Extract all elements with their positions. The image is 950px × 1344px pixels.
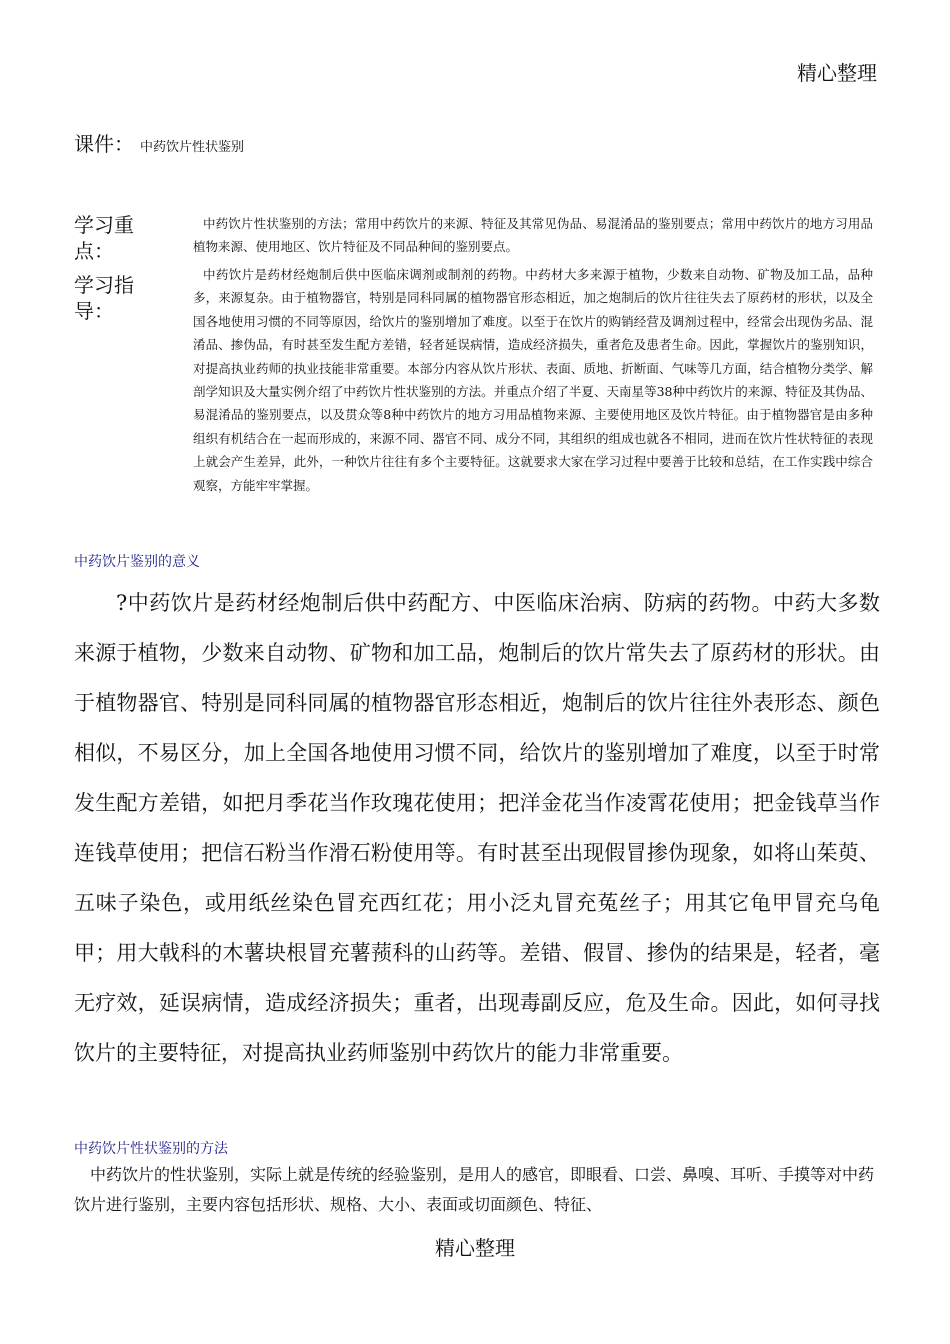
course-line xyxy=(74,128,244,157)
significance-paragraph: ?中药饮片是药材经炮制后供中药配方、中医临床治病、防病的药物。中药大多数来源于植物，少数来自动物、矿物和加工品，炮制后的饮片常失去了原药材的形状。由于植物器官、特别是同科同属的植物器官形态相近，炮制后的饮片往往外表形态、颜色相似，不易区分，加上全国各地使用习惯不同，给饮片的鉴别增加了难度，以至于时常发生配方差错，如把月季花当作玫瑰花使用；把洋金花当作凌霄花使用；把金钱草当作连钱草使用；把信石粉当作滑石粉使用等。有时甚至出现假冒掺伪现象，如将山茱萸、五味子染色，或用纸丝染色冒充西红花；用小泛丸冒充菟丝子；用其它龟甲冒充乌龟甲；用大戟科的木薯块根冒充薯蓣科的山药等。差错、假冒、掺伪的结果是，轻者，毫无疗效，延误病情，造成经济损失；重者，出现毒副反应，危及生命。因此，如何寻找饮片的主要特征，对提高执业药师鉴别中药饮片的能力非常重要。 xyxy=(74,591,880,1065)
course-label: 课件： xyxy=(74,132,134,156)
study-focus-text: 中药饮片性状鉴别的方法；常用中药饮片的来源、特征及其常见伪品、易混淆品的鉴别要点；常用中药饮片的地方习用品植物来源、使用地区、饮片特征及不同品种间的鉴别要点。 xyxy=(193,216,873,255)
study-guide-text: 中药饮片是药材经炮制后供中医临床调剂或制剂的药物。中药材大多来源于植物，少数来自动物、矿物及加工品，品种多，来源复杂。由于植物器官，特别是同科同属的植物器官形态相近，加之炮制后的饮片往往失去了原药材的形状，以及全国各地使用习惯的不同等原因，给饮片的鉴别增加了难度。以至于在饮片的购销经营及调剂过程中，经常会出现伪劣品、混淆品、掺伪品，有时甚至发生配方差错，轻者延误病情，造成经济损失，重者危及患者生命。因此，掌握饮片的鉴别知识，对提高执业药师的执业技能非常重要。本部分内容从饮片形状、表面、质地、折断面、气味等几方面，结合植物分类学、解剖学知识及大量实例介绍了中药饮片性状鉴别的方法。并重点介绍了半夏、天南星等38种中药饮片的来源、特征及其伪品、易混淆品的鉴别要点，以及贯众等8种中药饮片的地方习用品植物来源、主要使用地区及饮片特征。由于植物器官是由多种组织有机结合在一起而形成的，来源不同、器官不同、成分不同，其组织的组成也就各不相同，进而在饮片性状特征的表现上就会产生差异，此外，一种饮片往往有多个主要特征。这就要求大家在学习过程中要善于比较和总结，在工作实践中综合观察，方能牢牢掌握。 xyxy=(193,267,873,493)
header-watermark: 精心整理 xyxy=(797,61,877,85)
course-title: 中药饮片性状鉴别 xyxy=(140,140,245,155)
footer-watermark: 精心整理 xyxy=(435,1236,515,1260)
section-heading-significance: 中药饮片鉴别的意义 xyxy=(74,554,200,570)
method-paragraph: 中药饮片的性状鉴别，实际上就是传统的经验鉴别，是用人的感官，即眼看、口尝、鼻嗅、耳听、手摸等对中药饮片进行鉴别，主要内容包括形状、规格、大小、表面或切面颜色、特征、 xyxy=(74,1165,875,1214)
section-heading-method: 中药饮片性状鉴别的方法 xyxy=(74,1141,228,1157)
study-guide-label: 学习指导： xyxy=(74,273,134,323)
study-focus-label: 学习重点： xyxy=(74,213,134,263)
